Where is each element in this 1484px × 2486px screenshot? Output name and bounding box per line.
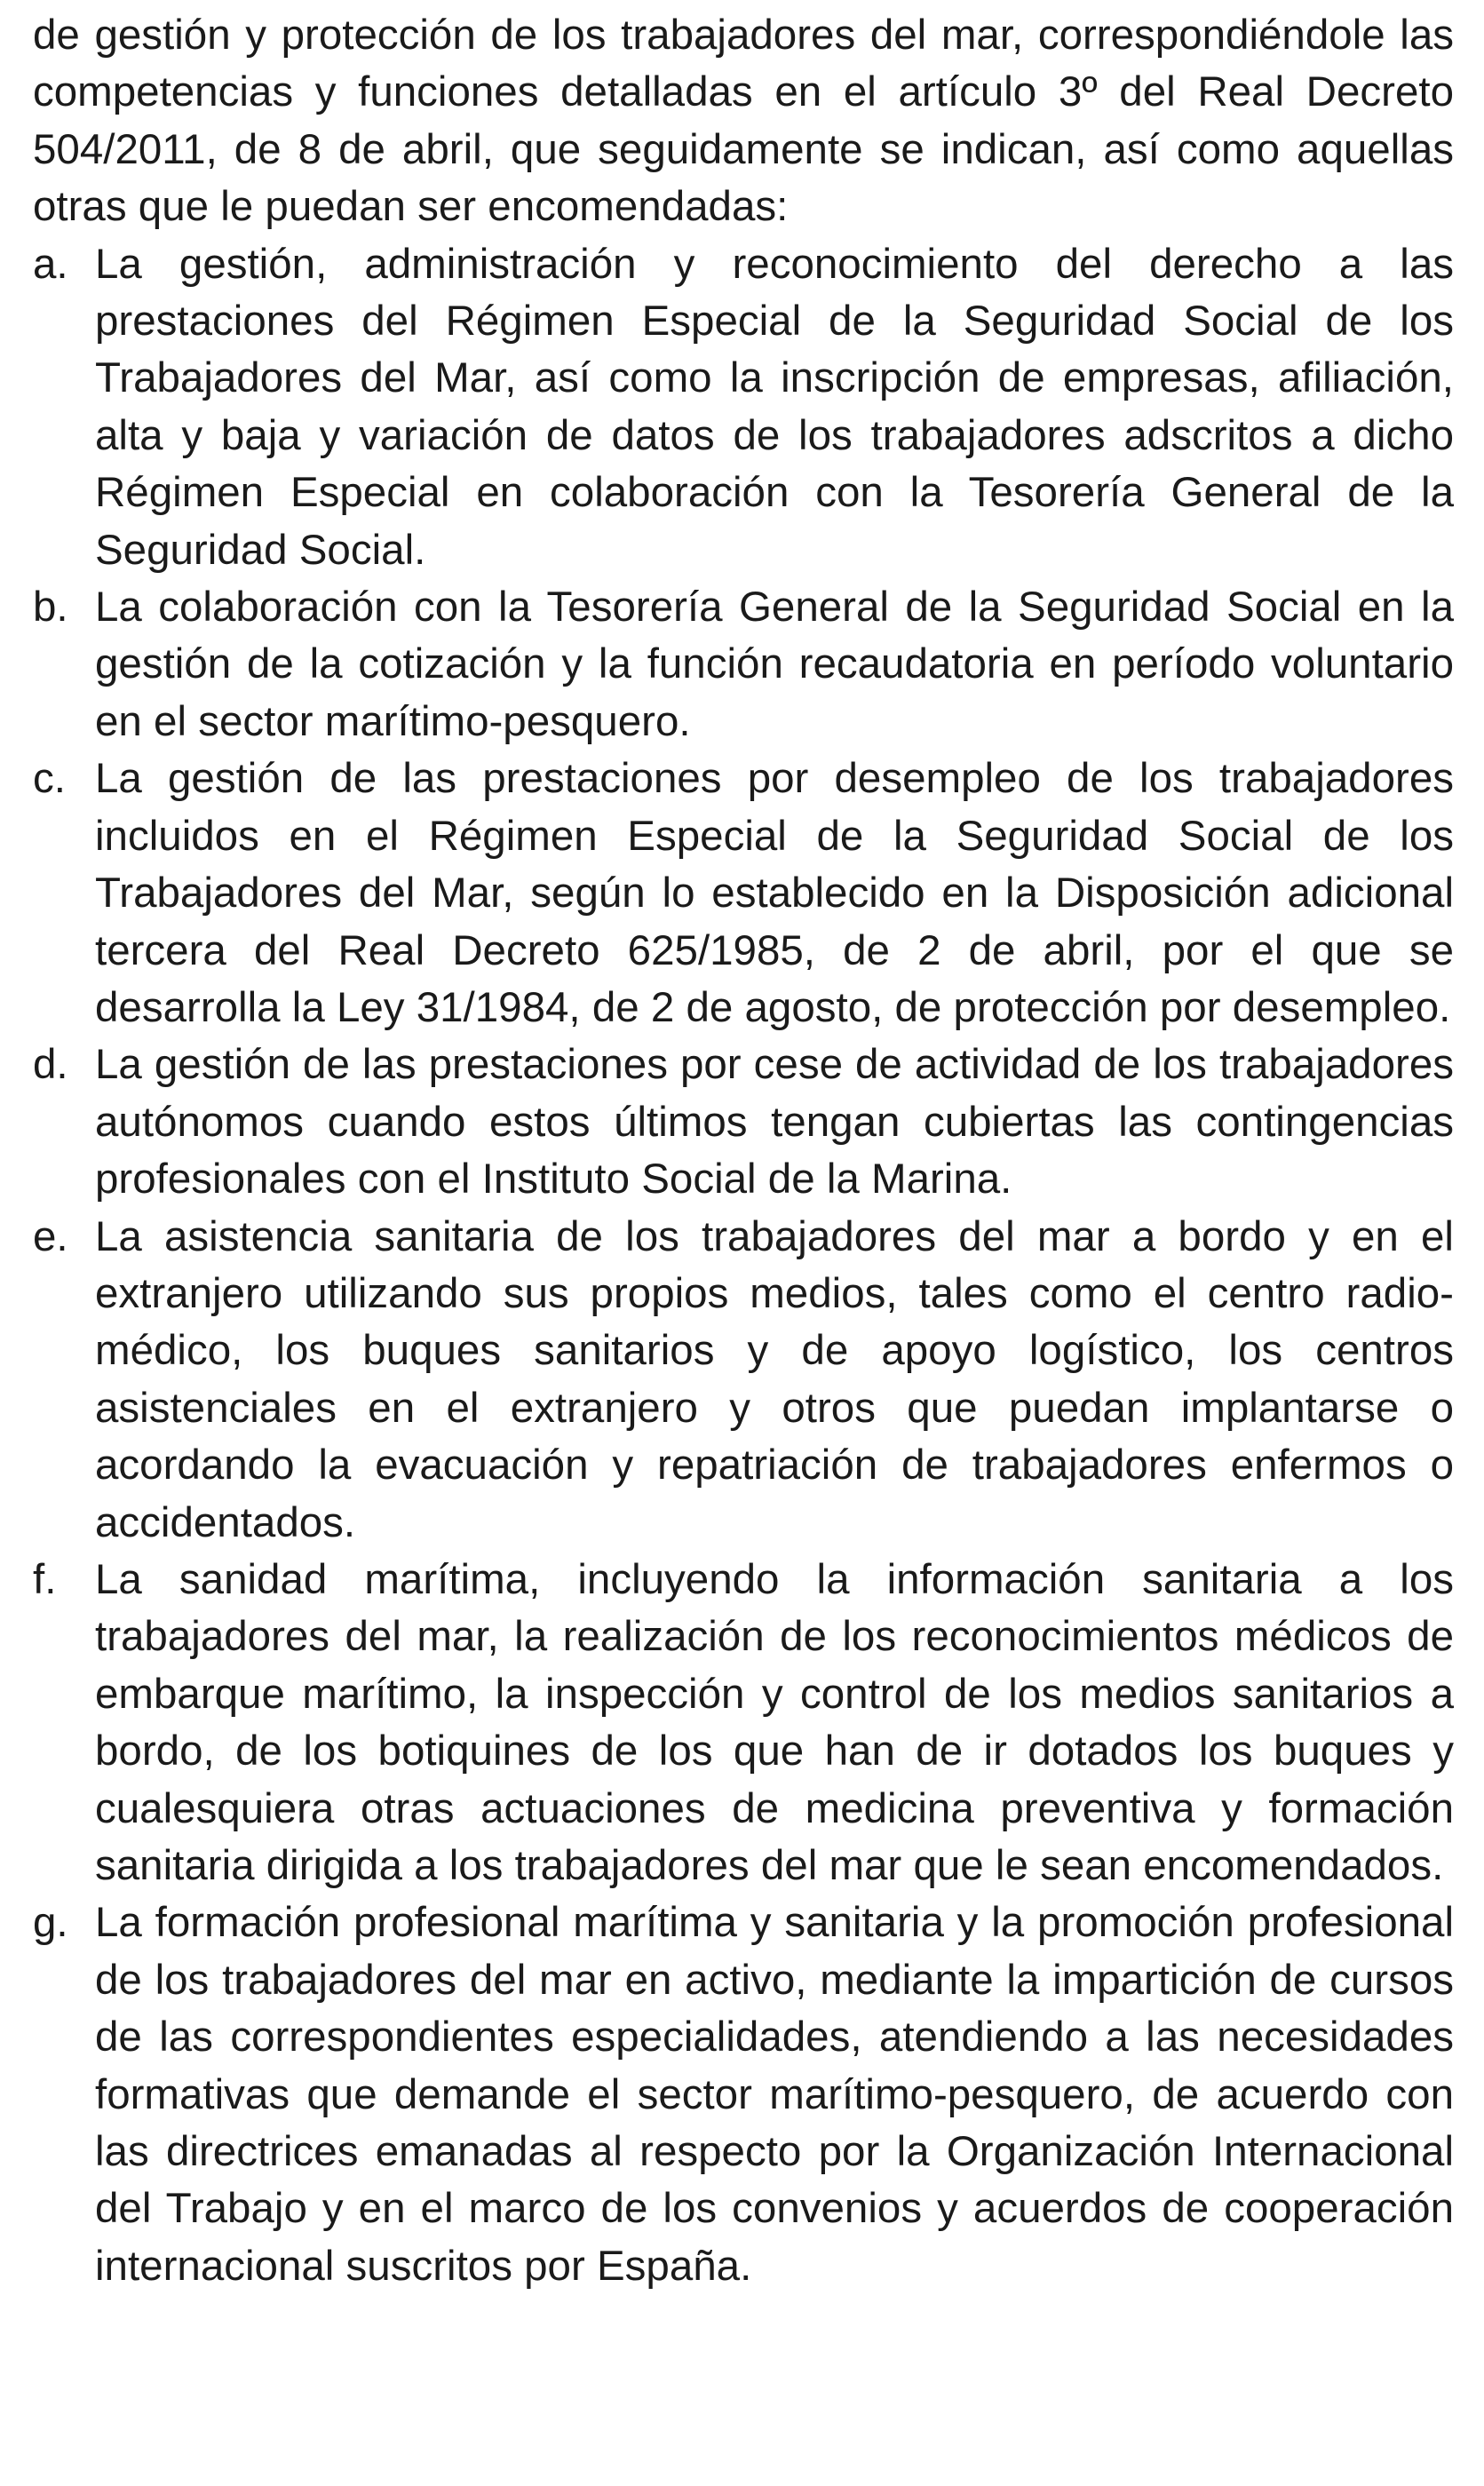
list-item <box>33 1552 1454 1894</box>
document-page <box>33 7 1454 2295</box>
list-marker: a. <box>33 240 68 288</box>
list-item <box>33 1036 1454 1208</box>
list-marker: b. <box>33 584 68 631</box>
list-item-text: La sanidad marítima, incluyendo la información sanitaria a los trabajadores del mar, la realización de los reconocimientos médicos de embarque marítimo, la inspección y control de los medios sanitarios a bordo, de los botiquines de los que han de ir dotados los buques y cualesquiera otras actuaciones de medicina preventiva y formación sanitaria dirigida a los trabajadores del mar que le sean encomendados. <box>95 1555 1454 1889</box>
list-item <box>33 1894 1454 2295</box>
list-item-text: La colaboración con la Tesorería General de la Seguridad Social en la gestión de la cotización y la función recaudatoria en período voluntario en el sector marítimo-pesquero. <box>95 584 1454 745</box>
list-item-text: La gestión de las prestaciones por cese de actividad de los trabajadores autónomos cuando estos últimos tengan cubiertas las contingencias profesionales con el Instituto Social de la Marina. <box>95 1041 1454 1203</box>
list-marker: c. <box>33 755 66 803</box>
list-item <box>33 751 1454 1036</box>
list-item-text: La gestión, administración y reconocimiento del derecho a las prestaciones del Régimen Especial de la Seguridad Social de los Trabajadores del Mar, así como la inscripción de empresas, afiliación, alta y baja y variación de datos de los trabajadores adscritos a dicho Régimen Especial en colaboración con la Tesorería General de la Seguridad Social. <box>95 240 1454 574</box>
list-item <box>33 236 1454 579</box>
list-marker: g. <box>33 1899 68 1947</box>
list-marker: f. <box>33 1555 57 1603</box>
list-marker: d. <box>33 1041 68 1089</box>
list-item <box>33 1209 1454 1552</box>
functions-list <box>33 236 1454 2296</box>
intro-paragraph: de gestión y protección de los trabajadores del mar, correspondiéndole las competencias y funciones detalladas en el artículo 3º del Real Decreto 504/2011, de 8 de abril, que seguidamente se indican, así como aquellas otras que le puedan ser encomendadas: <box>33 12 1454 231</box>
list-item-text: La asistencia sanitaria de los trabajadores del mar a bordo y en el extranjero utilizando sus propios medios, tales como el centro radio-médico, los buques sanitarios y de apoyo logístico, los centros asistenciales en el extranjero y otros que puedan implantarse o acordando la evacuación y repatriación de trabajadores enfermos o accidentados. <box>95 1212 1454 1546</box>
list-item-text: La formación profesional marítima y sanitaria y la promoción profesional de los trabajadores del mar en activo, mediante la impartición de cursos de las correspondientes especialidades, atendiendo a las necesidades formativas que demande el sector marítimo-pesquero, de acuerdo con las directrices emanadas al respecto por la Organización Internacional del Trabajo y en el marco de los convenios y acuerdos de cooperación internacional suscritos por España. <box>95 1899 1454 2290</box>
list-item <box>33 579 1454 751</box>
list-marker: e. <box>33 1212 68 1260</box>
list-item-text: La gestión de las prestaciones por desempleo de los trabajadores incluidos en el Régimen Especial de la Seguridad Social de los Trabajadores del Mar, según lo establecido en la Disposición adicional tercera del Real Decreto 625/1985, de 2 de abril, por el que se desarrolla la Ley 31/1984, de 2 de agosto, de protección por desempleo. <box>95 755 1454 1031</box>
